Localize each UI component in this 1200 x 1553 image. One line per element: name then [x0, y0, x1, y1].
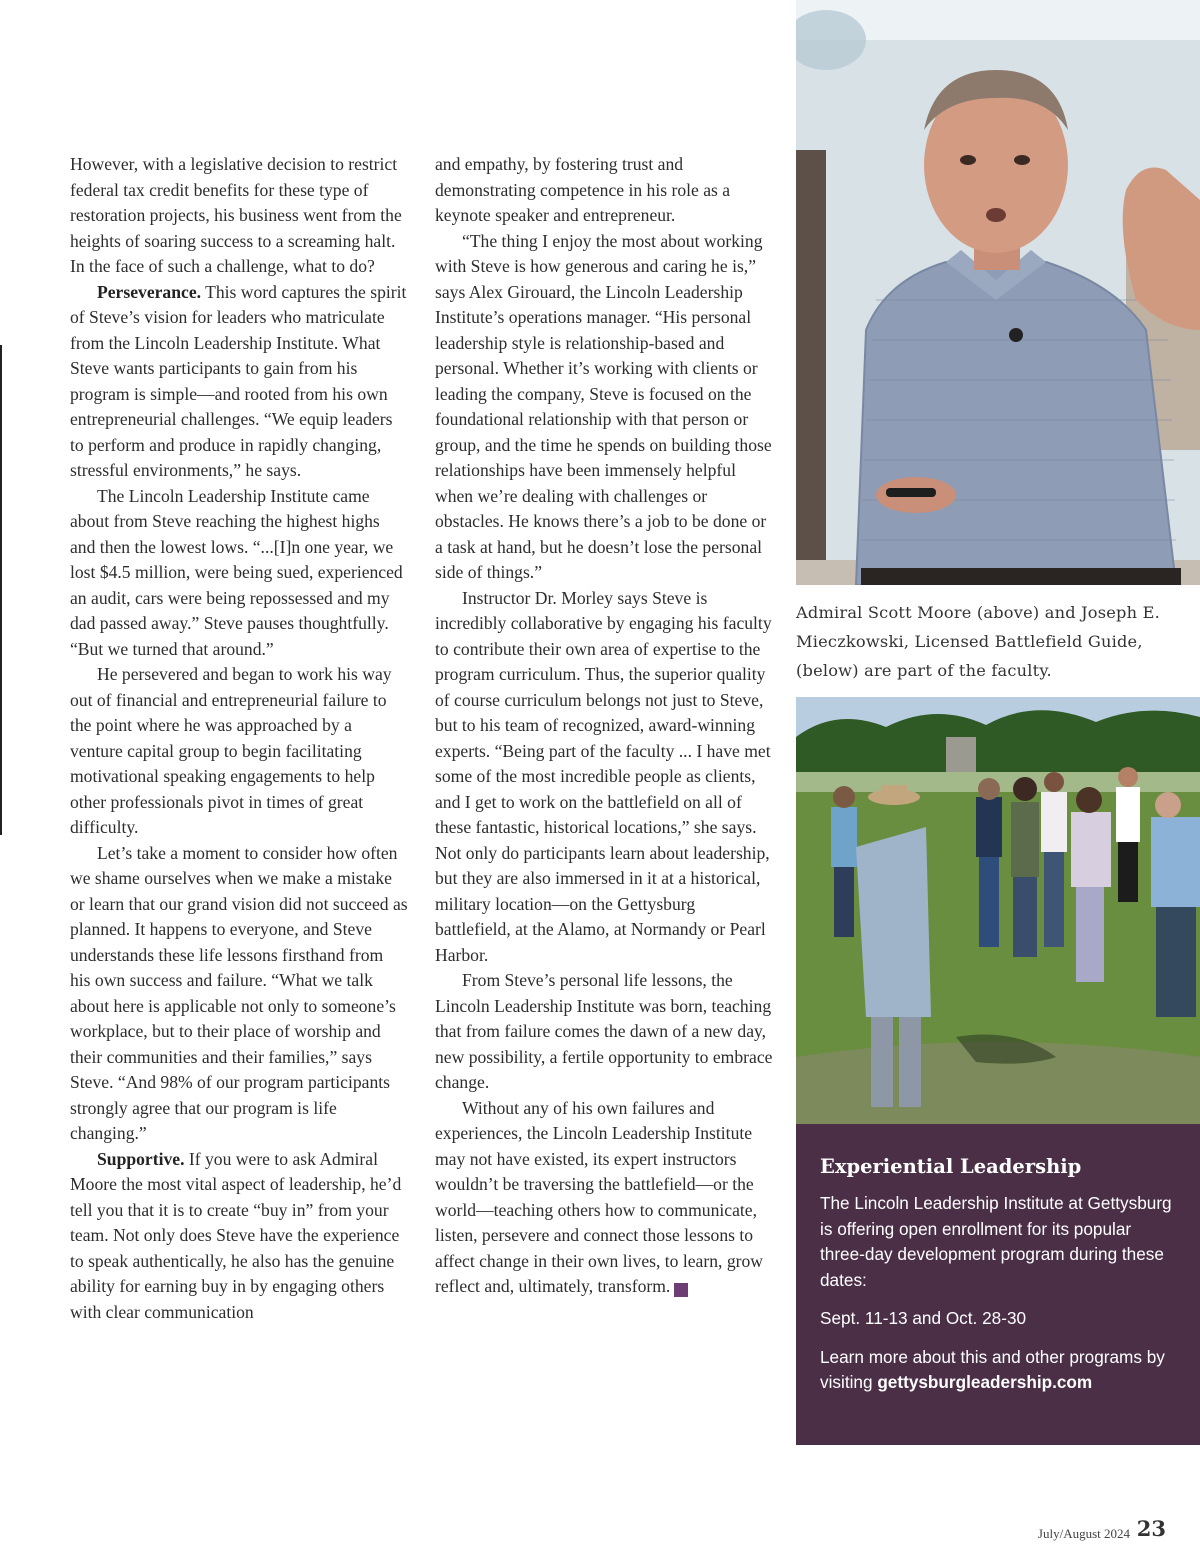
- run-in-head: Supportive.: [97, 1148, 185, 1169]
- article-column-1: [70, 152, 408, 1325]
- paragraph: He persevered and began to work his way out of financial and entrepreneurial failure to the point where he was approached by a venture capital group to begin facilitating motivational speaking engagements to help other professionals pivot in times of great difficulty.: [70, 664, 392, 837]
- sidebar-more: Learn more about this and other programs by visiting gettysburgleadership.com: [820, 1346, 1165, 1392]
- experiential-leadership-sidebar: [796, 1124, 1200, 1445]
- page-number: 23: [1136, 1516, 1166, 1541]
- paragraph: However, with a legislative decision to restrict federal tax credit benefits for these type of restoration projects, his business went from the heights of soaring success to a screaming halt. In the face of such a challenge, what to do?: [70, 154, 402, 276]
- paragraph: Let’s take a moment to consider how often we shame ourselves when we make a mistake or learn that our grand vision did not succeed as planned. It happens to everyone, and Steve understands these life lessons firsthand from his own success and failure. “What we talk about here is applicable not only to someone’s workplace, but to their place of worship and their communities and their families,” says Steve. “And 98% of our program participants strongly agree that our program is life changing.”: [70, 842, 408, 1143]
- paragraph: Without any of his own failures and experiences, the Lincoln Leadership Institute may not have existed, its expert instructors wouldn’t be traversing the battlefield—or the world—teaching others how to communicate, listen, persevere and connect those lessons to affect change in their own lives, to learn, grow reflect and, ultimately, transform. G: [435, 1097, 763, 1296]
- issue-date: July/August 2024: [1037, 1526, 1130, 1541]
- margin-rule: [0, 345, 2, 835]
- group-photo: [796, 697, 1200, 1124]
- paragraph: and empathy, by fostering trust and demonstrating competence in his role as a keynote speaker and entrepreneur.: [435, 154, 731, 225]
- website-link[interactable]: gettysburgleadership.com: [877, 1372, 1093, 1392]
- paragraph: From Steve’s personal life lessons, the Lincoln Leadership Institute was born, teaching that from failure comes the dawn of a new day, new possibility, a fertile opportunity to embrace change.: [435, 970, 773, 1092]
- end-mark-icon: G: [674, 1283, 688, 1297]
- group-photo-illustration: [796, 697, 1200, 1124]
- speaker-photo-illustration: [796, 0, 1200, 585]
- speaker-photo: [796, 0, 1200, 585]
- photo-caption: Admiral Scott Moore (above) and Joseph E. Mieczkowski, Licensed Battlefield Guide, (below) are part of the faculty.: [796, 603, 1160, 680]
- paragraph: Supportive. If you were to ask Admiral Moore the most vital aspect of leadership, he’d tell you that it is to create “buy in” from your team. Not only does Steve have the experience to speak authentically, he also has the genuine ability for earning buy in by engaging others with clear communication: [70, 1148, 402, 1322]
- sidebar-dates: Sept. 11-13 and Oct. 28-30: [820, 1308, 1027, 1328]
- paragraph: Perseverance. This word captures the spirit of Steve’s vision for leaders who matriculate from the Lincoln Leadership Institute. What Steve wants participants to gain from his program is simple—and rooted from his own entrepreneurial challenges. “We equip leaders to perform and produce in rapidly changing, stressful environments,” he says.: [70, 281, 407, 480]
- sidebar-intro: The Lincoln Leadership Institute at Gettysburg is offering open enrollment for its popular three-day development program during these dates:: [820, 1193, 1172, 1290]
- paragraph: Instructor Dr. Morley says Steve is incredibly collaborative by engaging his faculty to contribute their own area of expertise to the program curriculum. Thus, the superior quality of course curriculum belongs not just to Steve, but to his team of recognized, award-winning experts. “Being part of the faculty ... I have met some of the most incredible people as clients, and I get to work on the battlefield on all of these fantastic, historical locations,” she says. Not only do participants learn about leadership, but they are also immersed in it at a historical, military location—on the Gettysburg battlefield, at the Alamo, at Normandy or Pearl Harbor.: [435, 587, 772, 965]
- paragraph: The Lincoln Leadership Institute came about from Steve reaching the highest highs and then the lowest lows. “...[I]n one year, we lost $4.5 million, were being sued, experienced an audit, cars were being repossessed and my dad passed away.” Steve pauses thoughtfully. “But we turned that around.”: [70, 485, 403, 659]
- run-in-head: Perseverance.: [97, 281, 202, 302]
- paragraph: “The thing I enjoy the most about working with Steve is how generous and caring he is,” says Alex Girouard, the Lincoln Leadership Institute’s operations manager. “His personal leadership style is relationship-based and personal. Whether it’s working with clients or leading the company, Steve is focused on the foundational relationship with that person or group, and the time he spends on building those relationships have been immensely helpful when we’re dealing with challenges or obstacles. He knows there’s a job to be done or a task at hand, but he doesn’t lose the personal side of things.”: [435, 230, 772, 582]
- article-column-2: [435, 152, 773, 1300]
- sidebar-title: Experiential Leadership: [820, 1155, 1082, 1178]
